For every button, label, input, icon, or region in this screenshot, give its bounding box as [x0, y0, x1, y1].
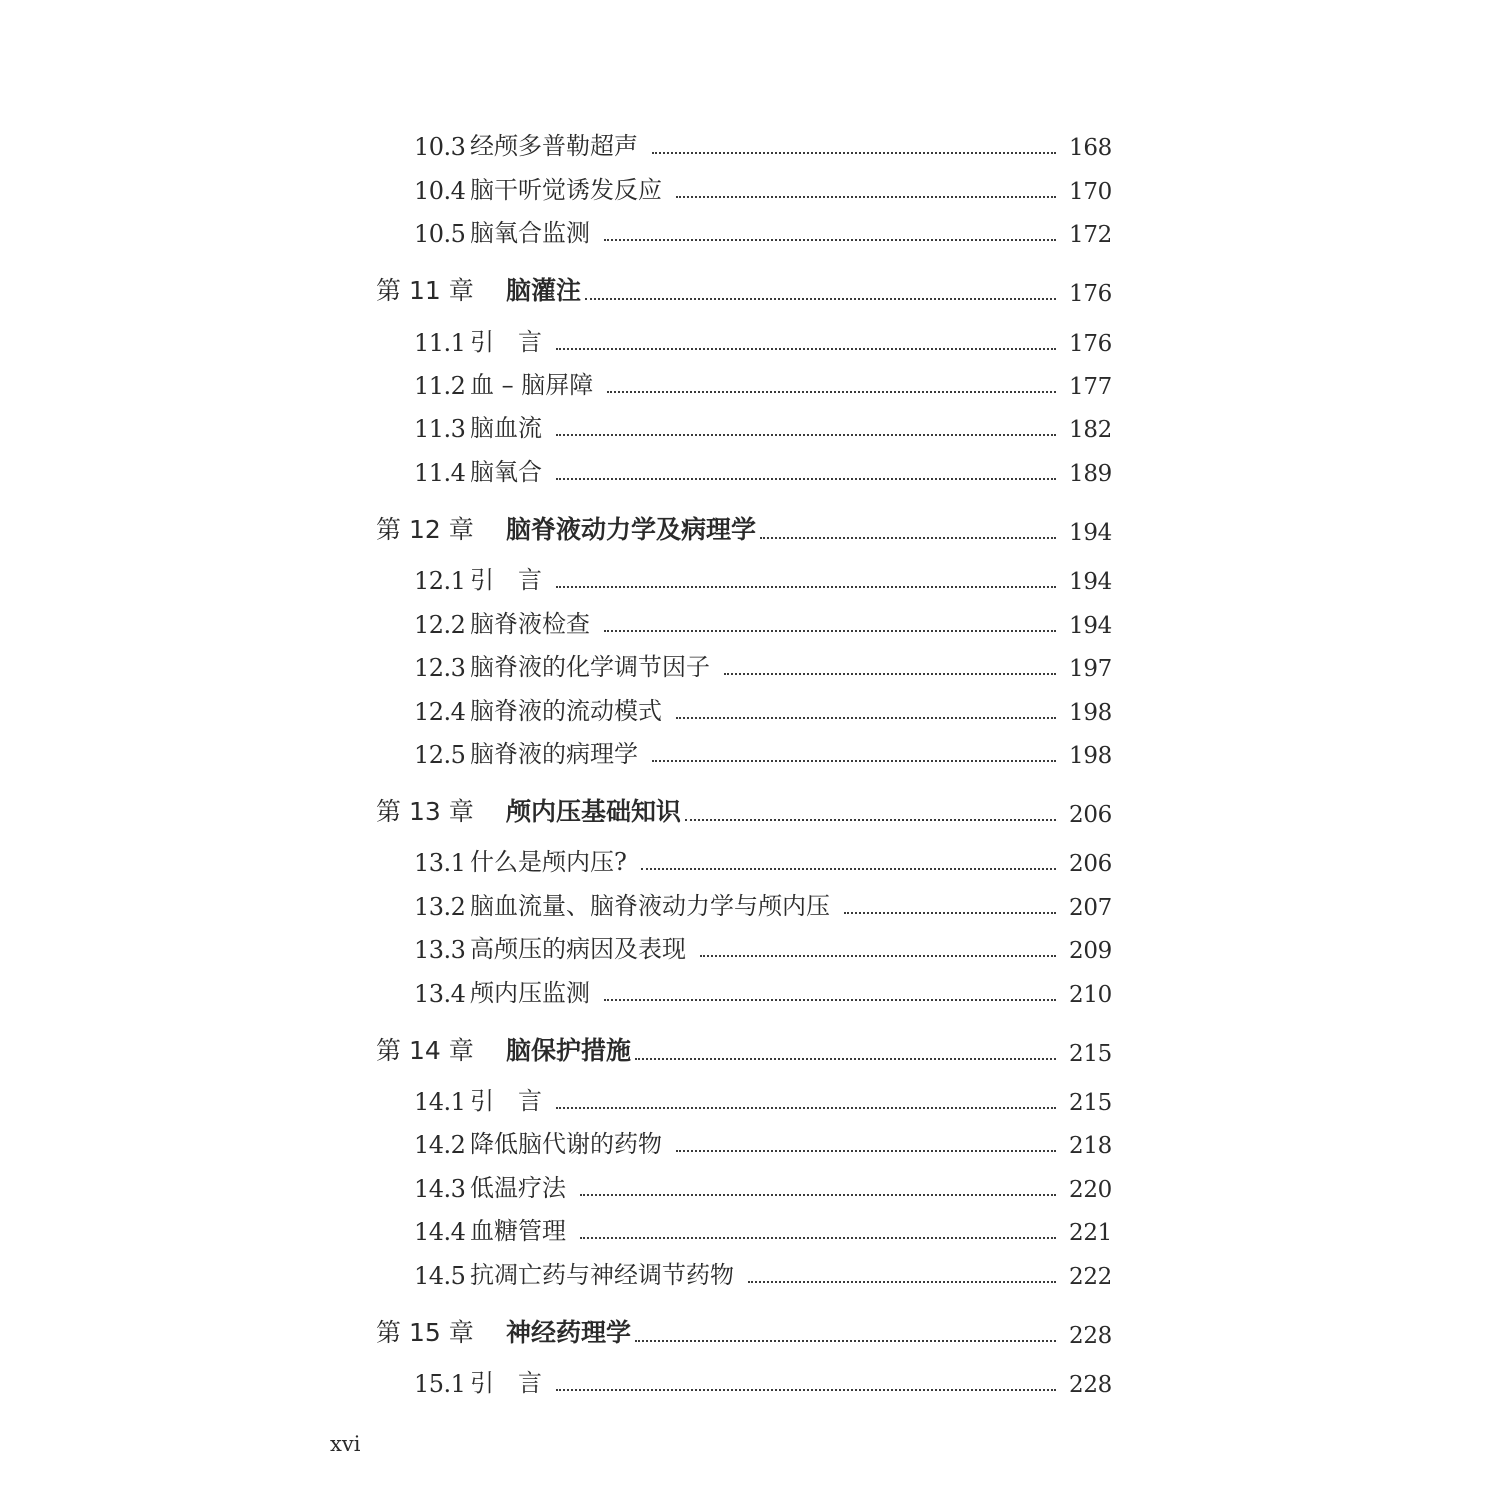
dot-leader [748, 1281, 1056, 1283]
dot-leader [635, 1058, 1056, 1060]
dot-leader [635, 1340, 1056, 1342]
dot-leader [556, 1107, 1056, 1109]
toc-entry-14-4[interactable] [376, 1203, 1112, 1246]
entry-page-number: 168 [1069, 135, 1112, 162]
entry-number: 13.4 [414, 979, 466, 1008]
toc-entry-10-3[interactable] [376, 118, 1112, 161]
entry-page-number: 215 [1069, 1090, 1112, 1117]
entry-page-number: 209 [1069, 938, 1112, 965]
entry-page-number: 222 [1069, 1263, 1112, 1290]
dot-leader [585, 298, 1056, 300]
entry-number: 11.4 [414, 458, 466, 487]
chapter-page-number: 194 [1069, 519, 1112, 546]
chapter-title: 脑保护措施 [506, 1035, 632, 1065]
entry-page-number: 176 [1069, 330, 1112, 357]
dot-leader [676, 1150, 1056, 1152]
entry-title: 引 言 [470, 1369, 542, 1398]
chapter-number: 第 13 章 [376, 796, 474, 826]
entry-page-number: 206 [1069, 851, 1112, 878]
entry-title: 脑氧合 [470, 457, 542, 486]
entry-page-number: 189 [1069, 460, 1112, 487]
toc-entry-11-4[interactable] [376, 443, 1112, 486]
dot-leader [604, 999, 1056, 1001]
chapter-page-number: 228 [1069, 1322, 1112, 1349]
toc-entry-14-1[interactable] [376, 1067, 1112, 1117]
entry-title: 脑血流量、脑脊液动力学与颅内压 [470, 891, 830, 920]
entry-number: 12.3 [414, 654, 466, 683]
toc-entry-11-3[interactable] [376, 400, 1112, 443]
entry-title: 引 言 [470, 566, 542, 595]
entry-number: 12.1 [414, 567, 466, 596]
entry-page-number: 172 [1069, 222, 1112, 249]
dot-leader [700, 955, 1056, 957]
dot-leader [556, 348, 1056, 350]
toc-chapter-11[interactable] [376, 258, 1112, 307]
entry-number: 11.1 [414, 328, 466, 357]
dot-leader [580, 1237, 1056, 1239]
entry-page-number: 221 [1069, 1220, 1112, 1247]
toc-entry-13-2[interactable] [376, 877, 1112, 920]
entry-title: 经颅多普勒超声 [470, 132, 638, 161]
dot-leader [556, 586, 1056, 588]
entry-page-number: 177 [1069, 374, 1112, 401]
toc-chapter-15[interactable] [376, 1300, 1112, 1349]
chapter-title: 神经药理学 [506, 1317, 632, 1347]
entry-number: 11.3 [414, 415, 466, 444]
toc-entry-12-5[interactable] [376, 726, 1112, 769]
toc-entry-11-1[interactable] [376, 307, 1112, 357]
entry-number: 14.5 [414, 1261, 466, 1290]
chapter-number: 第 15 章 [376, 1317, 474, 1347]
entry-title: 血糖管理 [470, 1217, 566, 1246]
entry-title: 脑脊液的流动模式 [470, 696, 662, 725]
entry-title: 脑脊液的化学调节因子 [470, 653, 710, 682]
entry-number: 15.1 [414, 1370, 466, 1399]
chapter-title: 脑灌注 [506, 276, 582, 306]
toc-entry-12-2[interactable] [376, 595, 1112, 638]
toc-entry-14-3[interactable] [376, 1159, 1112, 1202]
dot-leader [580, 1194, 1056, 1196]
entry-title: 脑氧合监测 [470, 219, 590, 248]
entry-page-number: 194 [1069, 612, 1112, 639]
toc-entry-15-1[interactable] [376, 1349, 1112, 1399]
entry-page-number: 207 [1069, 894, 1112, 921]
entry-page-number: 210 [1069, 981, 1112, 1008]
toc-entry-12-1[interactable] [376, 546, 1112, 596]
dot-leader [556, 434, 1056, 436]
entry-page-number: 220 [1069, 1176, 1112, 1203]
chapter-number: 第 12 章 [376, 514, 474, 544]
dot-leader [724, 673, 1056, 675]
toc-chapter-12[interactable] [376, 497, 1112, 546]
entry-number: 13.2 [414, 892, 466, 921]
entry-page-number: 170 [1069, 178, 1112, 205]
dot-leader [556, 478, 1056, 480]
entry-title: 脑血流 [470, 414, 542, 443]
entry-title: 降低脑代谢的药物 [470, 1130, 662, 1159]
dot-leader [652, 152, 1056, 154]
entry-number: 13.1 [414, 849, 466, 878]
entry-title: 抗凋亡药与神经调节药物 [470, 1260, 734, 1289]
toc-entry-11-2[interactable] [376, 357, 1112, 400]
toc-entry-13-4[interactable] [376, 964, 1112, 1007]
entry-number: 14.2 [414, 1131, 466, 1160]
entry-title: 引 言 [470, 1087, 542, 1116]
dot-leader [676, 717, 1056, 719]
dot-leader [641, 868, 1056, 870]
page-folio: xvi [330, 1432, 361, 1456]
dot-leader [676, 196, 1056, 198]
entry-title: 低温疗法 [470, 1173, 566, 1202]
toc-entry-14-2[interactable] [376, 1116, 1112, 1159]
dot-leader [604, 630, 1056, 632]
chapter-number: 第 14 章 [376, 1035, 474, 1065]
chapter-page-number: 215 [1069, 1040, 1112, 1067]
entry-number: 10.5 [414, 220, 466, 249]
entry-page-number: 194 [1069, 569, 1112, 596]
chapter-title: 颅内压基础知识 [506, 796, 682, 826]
entry-number: 10.3 [414, 133, 466, 162]
entry-page-number: 228 [1069, 1372, 1112, 1399]
entry-title: 颅内压监测 [470, 978, 590, 1007]
dot-leader [760, 537, 1056, 539]
chapter-page-number: 206 [1069, 801, 1112, 828]
toc-entry-10-5[interactable] [376, 205, 1112, 248]
entry-title: 脑干听觉诱发反应 [470, 175, 662, 204]
dot-leader [844, 912, 1056, 914]
entry-title: 脑脊液的病理学 [470, 739, 638, 768]
entry-title: 高颅压的病因及表现 [470, 935, 686, 964]
toc-entry-12-3[interactable] [376, 639, 1112, 682]
entry-number: 14.4 [414, 1218, 466, 1247]
entry-page-number: 197 [1069, 656, 1112, 683]
entry-number: 12.2 [414, 610, 466, 639]
chapter-number: 第 11 章 [376, 276, 474, 306]
entry-page-number: 182 [1069, 417, 1112, 444]
entry-number: 14.3 [414, 1174, 466, 1203]
dot-leader [652, 760, 1056, 762]
dot-leader [607, 391, 1056, 393]
toc-entry-14-5[interactable] [376, 1246, 1112, 1289]
dot-leader [604, 239, 1056, 241]
entry-number: 10.4 [414, 176, 466, 205]
toc-entry-10-4[interactable] [376, 161, 1112, 204]
chapter-page-number: 176 [1069, 281, 1112, 308]
dot-leader [685, 819, 1056, 821]
toc-entry-12-4[interactable] [376, 682, 1112, 725]
entry-number: 11.2 [414, 372, 466, 401]
entry-page-number: 198 [1069, 699, 1112, 726]
entry-title: 什么是颅内压? [470, 848, 627, 877]
dot-leader [556, 1389, 1056, 1391]
entry-page-number: 218 [1069, 1133, 1112, 1160]
entry-number: 13.3 [414, 936, 466, 965]
entry-page-number: 198 [1069, 742, 1112, 769]
toc-entry-13-1[interactable] [376, 828, 1112, 878]
entry-title: 血 – 脑屏障 [470, 371, 594, 400]
entry-number: 12.4 [414, 697, 466, 726]
entry-title: 引 言 [470, 327, 542, 356]
toc-entry-13-3[interactable] [376, 921, 1112, 964]
chapter-title: 脑脊液动力学及病理学 [506, 514, 757, 544]
table-of-contents [376, 118, 1112, 1398]
toc-chapter-14[interactable] [376, 1018, 1112, 1067]
entry-number: 14.1 [414, 1088, 466, 1117]
toc-chapter-13[interactable] [376, 779, 1112, 828]
entry-title: 脑脊液检查 [470, 609, 590, 638]
entry-number: 12.5 [414, 740, 466, 769]
